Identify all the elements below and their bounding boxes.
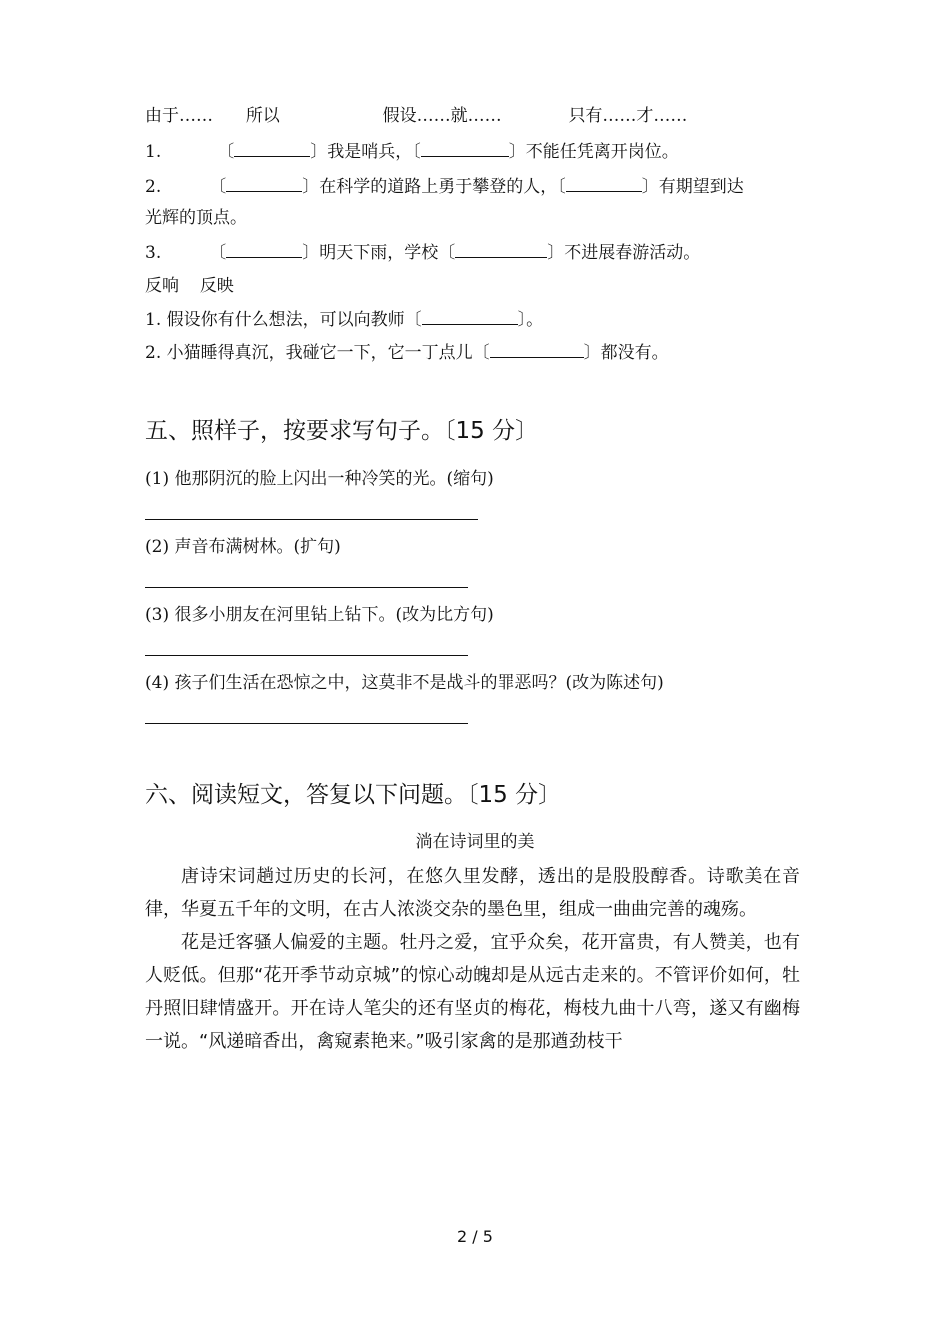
- rewrite-item-4: (4) 孩子们生活在恐惊之中，这莫非不是战斗的罪恶吗？(改为陈述句): [145, 673, 664, 693]
- answer-blank[interactable]: [226, 176, 302, 192]
- answer-line[interactable]: [145, 723, 468, 724]
- rewrite-item-3: (3) 很多小朋友在河里钻上钻下。(改为比方句): [145, 605, 494, 625]
- rewrite-item-1: (1) 他那阴沉的脸上闪出一种冷笑的光。(缩句): [145, 469, 494, 489]
- option-zhiyou: 只有……才……: [568, 106, 688, 126]
- passage-title: 淌在诗词里的美: [415, 832, 535, 852]
- word-options: [145, 275, 234, 297]
- conjunction-question-1: 1. 〔 〕我是哨兵，〔 〕不能任凭离开岗位。: [145, 142, 679, 162]
- word-question-2: 2. 小猫睡得真沉，我碰它一下，它一丁点儿〔 〕都没有。: [145, 343, 669, 363]
- option-suoyi: 所以: [245, 106, 280, 126]
- answer-blank[interactable]: [566, 176, 642, 192]
- answer-line[interactable]: [145, 655, 468, 656]
- passage-paragraph-1: 唐诗宋词趟过历史的长河，在悠久里发酵，透出的是股股醇香。诗歌美在音律，华夏五千年的文明，在古人浓淡交杂的墨色里，组成一曲曲完善的魂殇。: [145, 866, 800, 920]
- conjunction-question-2: 2. 〔 〕在科学的道路上勇于攀登的人，〔 〕有期望到达: [145, 177, 744, 197]
- answer-blank[interactable]: [226, 242, 302, 258]
- conjunction-question-3: 3. 〔 〕明天下雨，学校〔 〕不进展春游活动。: [145, 243, 701, 263]
- rewrite-item-2: (2) 声音布满树林。(扩句): [145, 537, 341, 557]
- reading-passage: [145, 860, 800, 1058]
- passage-paragraph-2: 花是迁客骚人偏爱的主题。牡丹之爱，宜乎众矣，花开富贵，有人赞美，也有人贬低。但那“花开季节动京城”的惊心动魄却是从远古走来的。不管评价如何，牡丹照旧肆情盛开。开在诗人笔尖的还有坚贞的梅花，梅枝九曲十八弯，遂又有幽梅一说。“风递暗香出，禽窥素艳来。”吸引家禽的是那遒劲枝干: [145, 932, 800, 1052]
- page-number: 2 / 5: [457, 1227, 493, 1246]
- option-youyu: 由于……: [145, 106, 213, 126]
- answer-blank[interactable]: [490, 342, 584, 358]
- answer-blank[interactable]: [422, 309, 518, 325]
- answer-blank[interactable]: [234, 141, 310, 157]
- conjunction-question-2-cont: 光辉的顶点。: [145, 208, 247, 228]
- option-fanxiang: 反响: [145, 276, 179, 296]
- answer-blank[interactable]: [421, 141, 509, 157]
- option-jiashe: 假设……就……: [382, 106, 502, 126]
- option-fanying: 反映: [199, 276, 234, 296]
- section-6-heading: 六、阅读短文，答复以下问题。〔15 分〕: [145, 782, 562, 808]
- word-question-1: 1. 假设你有什么想法，可以向教师〔 〕。: [145, 310, 544, 330]
- conjunction-options: [145, 105, 687, 127]
- section-5-heading: 五、照样子，按要求写句子。〔15 分〕: [145, 418, 539, 444]
- answer-line[interactable]: [145, 519, 478, 520]
- answer-line[interactable]: [145, 587, 468, 588]
- answer-blank[interactable]: [455, 242, 547, 258]
